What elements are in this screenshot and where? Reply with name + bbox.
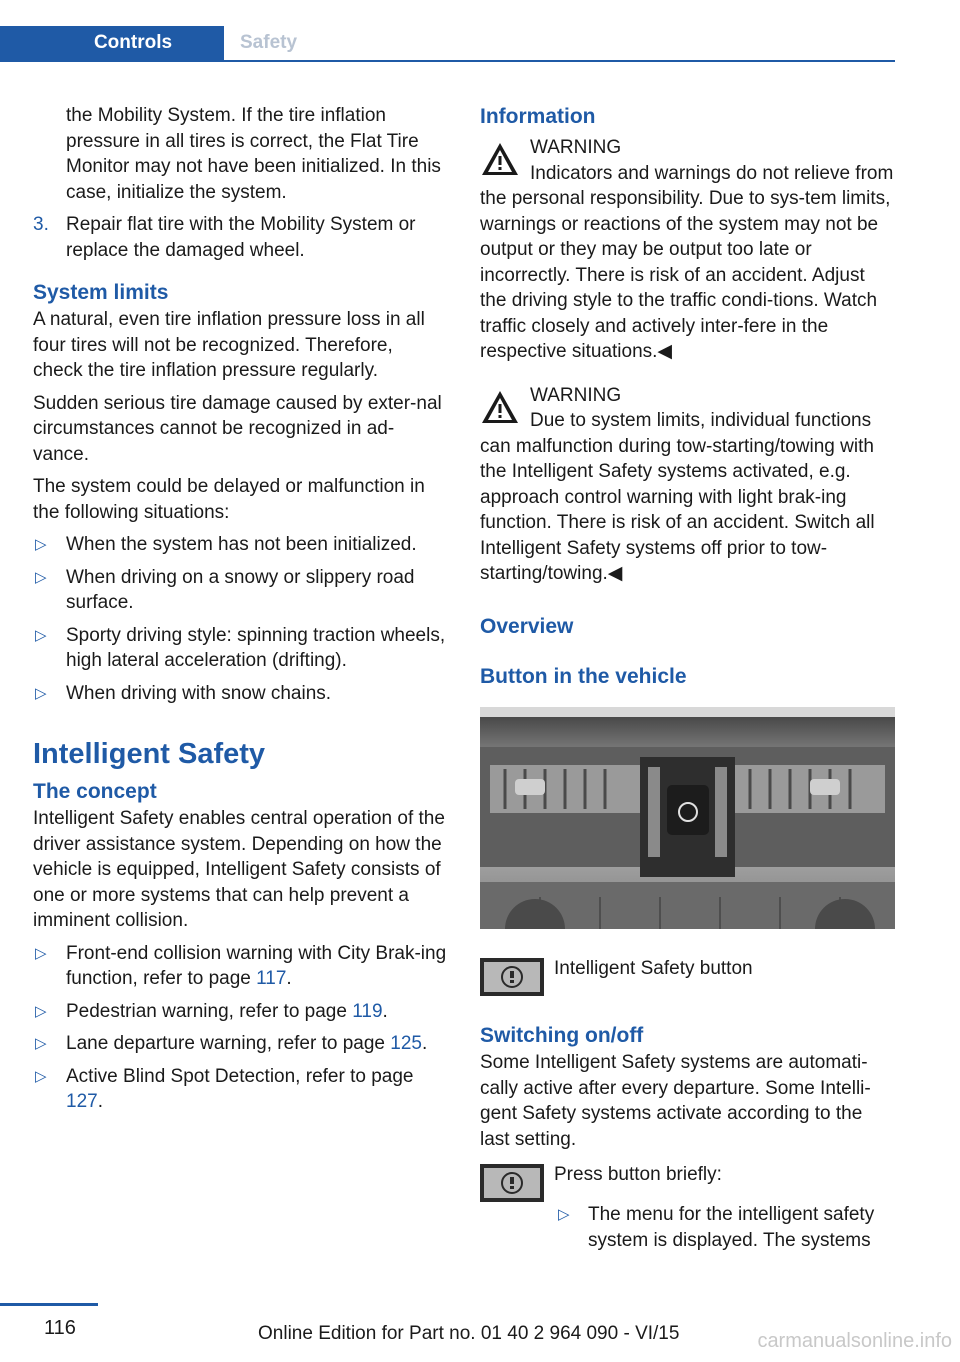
list-item: ▷ Front-end collision warning with City Brak‐ing function, refer to page 117. bbox=[35, 942, 447, 989]
concept-paragraph: Intelligent Safety enables central operation of the driver assistance system. Depending on how the vehicle is equipped, Intelligent Safety consists of one or more systems that can help prevent a imminent collision. bbox=[33, 808, 445, 931]
list-item: ▷ Pedestrian warning, refer to page 119. bbox=[33, 999, 447, 1025]
tab-controls[interactable]: Controls bbox=[0, 26, 224, 60]
intelligent-safety-button-icon bbox=[480, 958, 544, 996]
press-label: Press button briefly: bbox=[554, 1164, 722, 1185]
list-item: ▷ When driving on a snowy or slippery road surface. bbox=[35, 566, 415, 613]
triangle-bullet-icon: ▷ bbox=[35, 1067, 47, 1085]
triangle-bullet-icon: ▷ bbox=[35, 1002, 47, 1020]
limits-paragraph-3: The system could be delayed or malfunction in the following situations: bbox=[33, 476, 425, 523]
button-caption-row bbox=[480, 956, 895, 996]
button-heading: Button in the vehicle bbox=[480, 664, 687, 688]
warning-title: WARNING bbox=[530, 384, 622, 406]
triangle-bullet-icon: ▷ bbox=[35, 536, 47, 553]
page-link[interactable]: 119 bbox=[352, 1000, 383, 1022]
continued-paragraph: the Mobility System. If the tire inflation pressure in all tires is correct, the Flat Tire Monitor may not have been initialized. In this case, initialize the system. bbox=[66, 105, 441, 203]
warning-triangle-icon bbox=[480, 389, 520, 425]
triangle-bullet-icon: ▷ bbox=[35, 684, 47, 702]
system-limits-heading: System limits bbox=[33, 281, 169, 304]
warning-block-2 bbox=[480, 383, 895, 587]
list-item: ▷ When driving with snow chains. bbox=[33, 681, 447, 707]
watermark: carmanualsonline.info bbox=[757, 1330, 952, 1352]
right-column bbox=[480, 103, 895, 1253]
triangle-bullet-icon: ▷ bbox=[35, 1035, 47, 1052]
list-item: ▷ The menu for the intelligent safety system is displayed. The systems bbox=[558, 1204, 875, 1251]
warning-block-1 bbox=[480, 135, 895, 365]
step-3 bbox=[33, 212, 447, 263]
triangle-bullet-icon: ▷ bbox=[35, 626, 47, 644]
triangle-bullet-icon: ▷ bbox=[35, 944, 47, 962]
concept-heading: The concept bbox=[33, 780, 157, 803]
list-item: ▷ Lane departure warning, refer to page 125. bbox=[33, 1031, 447, 1057]
switch-heading: Switching on/off bbox=[480, 1024, 644, 1047]
limits-paragraph-2: Sudden serious tire damage caused by exter‐nal circumstances cannot be recognized in ad‐vance. bbox=[33, 392, 442, 465]
section-title: Intelligent Safety bbox=[33, 738, 266, 770]
limits-paragraph-1: A natural, even tire inflation pressure loss in all four tires will not be recognized. Therefore, check the tire inflation pressure regularly. bbox=[33, 309, 425, 381]
triangle-bullet-icon: ▷ bbox=[558, 1206, 570, 1223]
page-link[interactable]: 117 bbox=[256, 968, 287, 989]
warning-triangle-icon bbox=[480, 141, 520, 177]
list-item: ▷ When the system has not been initialized. bbox=[33, 532, 447, 558]
page-link[interactable]: 127 bbox=[66, 1091, 98, 1112]
list-item: ▷ Active Blind Spot Detection, refer to page 127. bbox=[35, 1065, 414, 1112]
step-number: 3. bbox=[33, 214, 49, 235]
triangle-bullet-icon: ▷ bbox=[35, 568, 47, 586]
page-link[interactable]: 125 bbox=[390, 1033, 422, 1054]
header-tabbar bbox=[0, 26, 895, 62]
press-row bbox=[480, 1162, 895, 1202]
vehicle-button-photo bbox=[480, 707, 895, 929]
warning-text: Due to system limits, individual functions can malfunction during tow-starting/towing with the Intelligent Safety systems activated, e.g. approach control warning with light brak‐ing function. There is risk of an accident. Switch all Intelligent Safety systems off prior to tow-starting/towing.◀ bbox=[480, 410, 875, 584]
switch-paragraph: Some Intelligent Safety systems are automati‐cally active after every departure. Some Intelli‐gent Safety systems activate according to the last setting. bbox=[480, 1052, 871, 1150]
overview-heading: Overview bbox=[480, 614, 574, 638]
button-caption: Intelligent Safety button bbox=[554, 958, 753, 979]
information-heading: Information bbox=[480, 105, 596, 128]
warning-title: WARNING bbox=[530, 137, 622, 158]
step-text: Repair flat tire with the Mobility System or replace the damaged wheel. bbox=[66, 214, 416, 261]
page-number-rule bbox=[0, 1303, 98, 1306]
edition-footer: Online Edition for Part no. 01 40 2 964 090 - VI/15 bbox=[258, 1323, 680, 1344]
tab-safety[interactable]: Safety bbox=[240, 32, 298, 53]
list-item: ▷ Sporty driving style: spinning traction wheels, high lateral acceleration (drifting). bbox=[35, 624, 446, 671]
left-column bbox=[33, 103, 447, 1122]
intelligent-safety-button-icon bbox=[480, 1164, 544, 1202]
page-number: 116 bbox=[44, 1317, 76, 1339]
warning-text: Indicators and warnings do not relieve from the personal responsibility. Due to sys‐tem limits, warnings or reactions of the system may not be output or they may be output too late or incorrectly. There is risk of an accident. Adjust the driving style to the traffic condi‐tions. Watch traffic closely and actively inter‐fere in the respective situations.◀ bbox=[480, 162, 894, 362]
